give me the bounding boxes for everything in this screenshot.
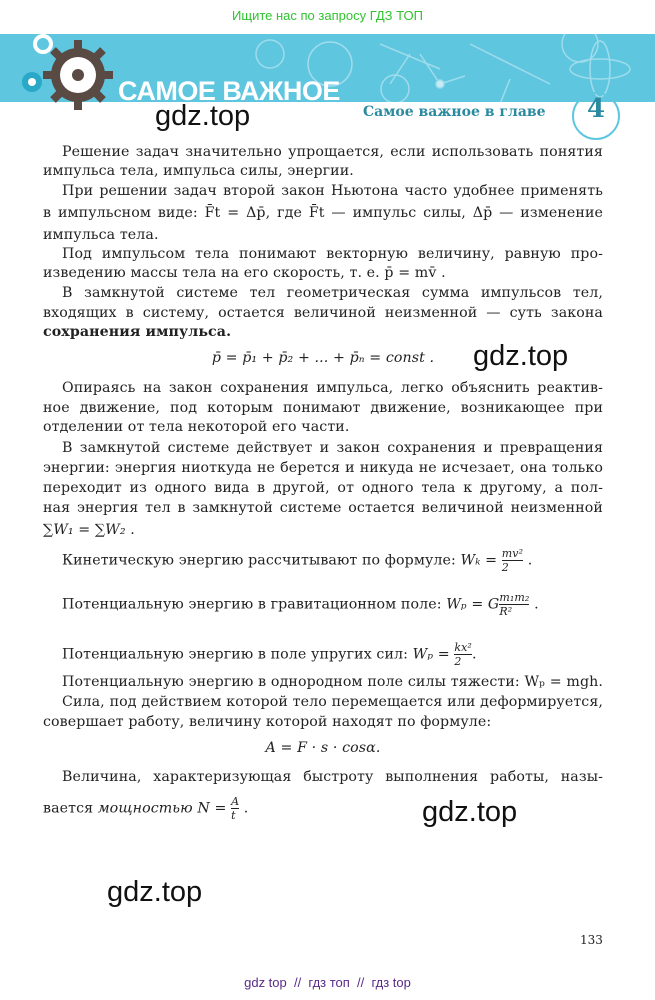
text-line: в импульсном виде: F̄t = Δp̄, где F̄t — импульс силы, Δp̄ — изменение — [43, 205, 603, 221]
text-line: совершает работу, величину которой находят по формуле: — [43, 714, 492, 730]
text: Потенциальную энергию в гравитационном поле: — [62, 596, 442, 613]
text-line-bold: сохранения импульса. — [43, 324, 232, 340]
text-line — [62, 641, 603, 668]
fraction — [499, 591, 529, 618]
numerator: A — [231, 795, 240, 808]
text-line: В замкнутой системе действует и закон сохранения и превращения — [62, 440, 603, 456]
numerator: mv² — [501, 547, 524, 560]
text-line: импульса тела, импульса силы, энергии. — [43, 163, 354, 179]
text-line: Решение задач значительно упрощается, если использовать понятия — [62, 144, 603, 160]
watermark: gdz.top — [107, 876, 203, 908]
text-line: энергии: энергия ниоткуда не берется и никуда не исчезает, она только — [43, 460, 603, 476]
text-line — [43, 795, 603, 822]
denominator: 2 — [454, 655, 462, 669]
formula: N = — [197, 800, 227, 817]
denominator: t — [231, 809, 236, 823]
text-line: Потенциальную энергию в однородном поле силы тяжести: Wₚ = mgh. — [62, 674, 603, 690]
formula: Wₚ = — [412, 646, 450, 663]
watermark: gdz.top — [473, 340, 569, 372]
fraction — [231, 795, 239, 822]
text-line: ное движение, под которым понимают движение, возникающее при — [43, 400, 603, 416]
text: вается — [43, 800, 94, 817]
section-title: САМОЕ ВАЖНОЕ — [118, 76, 340, 102]
watermark: gdz.top — [422, 796, 518, 828]
text-line: отделении от тела некоторой его части. — [43, 419, 350, 435]
gear-icon — [18, 34, 118, 114]
text-line: В замкнутой системе тел геометрическая сумма импульсов тел, — [62, 285, 603, 301]
text-line: Опираясь на закон сохранения импульса, легко объяснить реактив- — [62, 380, 603, 396]
text-line: переходит из одного вида в другой, от одного тела к другому, а пол- — [43, 480, 603, 496]
term: мощностью — [97, 800, 193, 817]
dot: . — [527, 552, 533, 569]
formula: Wₖ = — [460, 552, 498, 569]
text: Потенциальную энергию в поле упругих сил: — [62, 646, 409, 663]
formula: Wₚ = G — [446, 596, 500, 613]
fraction — [502, 547, 523, 574]
dot: . — [471, 646, 477, 663]
numerator: kx² — [454, 641, 472, 654]
formula-momentum: p̄ = p̄₁ + p̄₂ + ... + p̄ₙ = const . — [211, 350, 435, 366]
chapter-label: Самое важное в главе — [363, 104, 546, 120]
watermark: gdz.top — [155, 100, 251, 132]
text-line: Под импульсом тела понимают векторную величину, равную про- — [62, 246, 603, 262]
page-number: 133 — [580, 933, 603, 947]
text-line: изведению массы тела на его скорость, т. е. p̄ = mv̄ . — [43, 265, 446, 281]
text-line: Величина, характеризующая быстроту выполнения работы, назы- — [62, 769, 603, 785]
text-line: импульса тела. — [43, 227, 159, 243]
denominator: R² — [499, 605, 513, 619]
text: Кинетическую энергию рассчитывают по формуле: — [62, 552, 456, 569]
dot: . — [534, 596, 539, 613]
text-line — [62, 591, 603, 618]
numerator: m₁m₂ — [499, 591, 530, 604]
dot: . — [243, 800, 249, 817]
text-line — [62, 547, 603, 574]
chapter-number-badge: 4 — [572, 92, 620, 140]
top-banner: Ищите нас по запросу ГДЗ ТОП — [232, 8, 423, 23]
text-line: При решении задач второй закон Ньютона часто удобнее применять — [62, 183, 603, 199]
text-line: ная энергия тел в замкнутой системе остается величиной неизменной — [43, 500, 603, 516]
denominator: 2 — [501, 561, 509, 575]
text-line: Сила, под действием которой тело перемещается или деформируется, — [62, 694, 603, 710]
bottom-banner: gdz top // гдз топ // гдз top — [244, 975, 411, 990]
formula-work: A = F · s · cosα. — [265, 740, 381, 756]
text-line: входящих в систему, остается величиной неизменной — суть закона — [43, 305, 603, 321]
fraction — [454, 641, 472, 668]
formula-energy: ∑W₁ = ∑W₂ . — [43, 522, 135, 538]
